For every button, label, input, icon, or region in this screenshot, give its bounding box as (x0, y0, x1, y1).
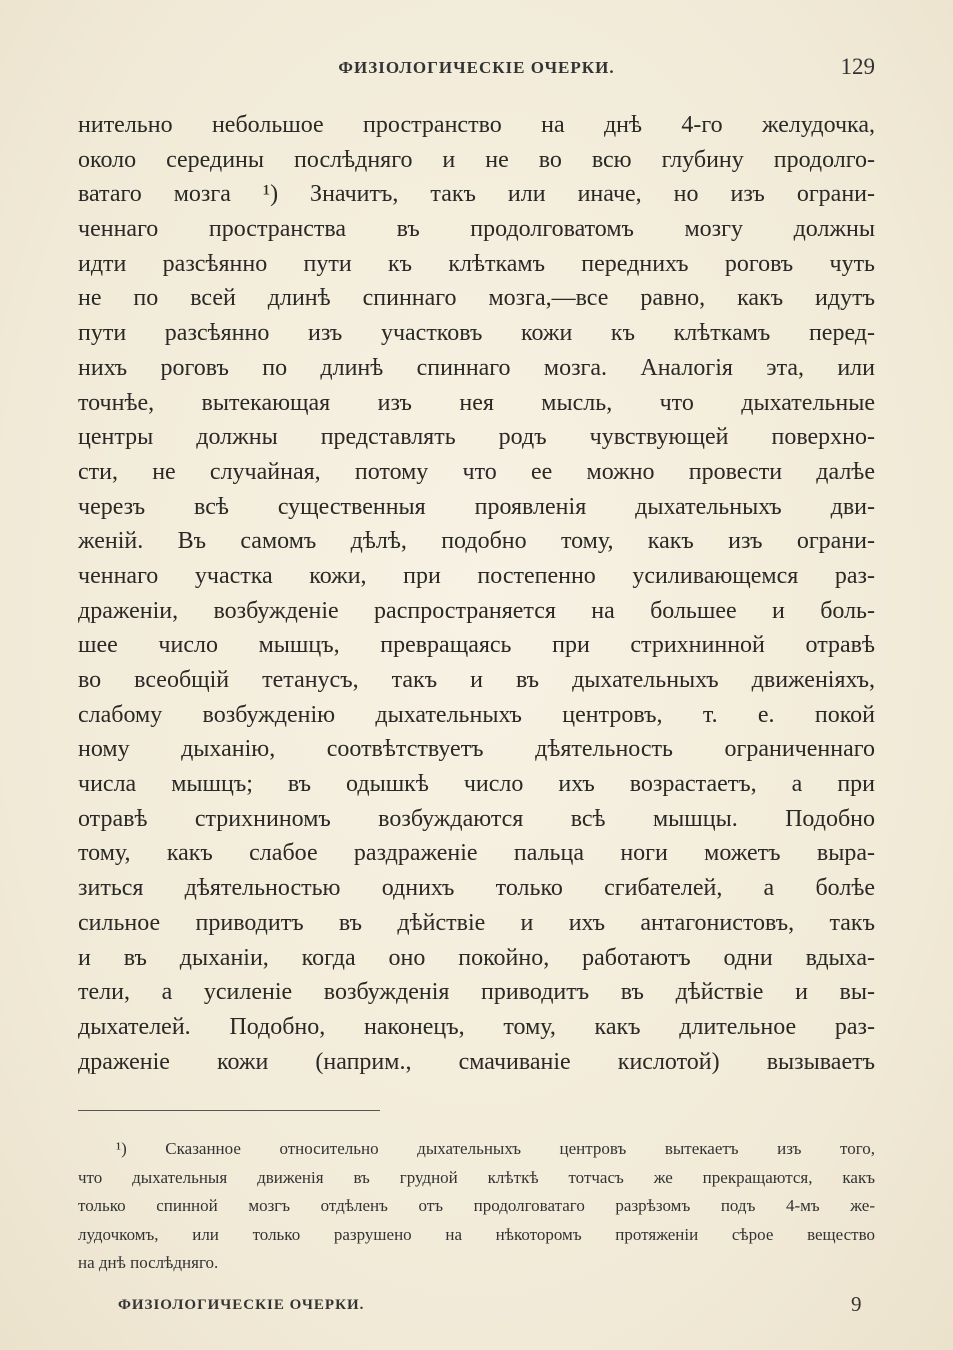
page-number: 129 (840, 54, 875, 79)
text-line: нительно небольшое пространство на днѣ 4-го желудочка, (78, 112, 875, 138)
text-line: сти, не случайная, потому что ее можно провести далѣе (78, 458, 875, 485)
text-line: женій. Въ самомъ дѣлѣ, подобно тому, какъ изъ ограни- (78, 528, 875, 555)
text-line: отравѣ стрихниномъ возбуждаются всѣ мышцы. Подобно (78, 805, 875, 832)
footnote-line: лудочкомъ, или только разрушено на нѣкоторомъ протяженіи сѣрое вещество (78, 1224, 875, 1244)
text-line: идти разсѣянно пути къ клѣткамъ переднихъ роговъ чуть (78, 250, 875, 277)
text-line: пути разсѣянно изъ участковъ кожи къ клѣткамъ перед- (78, 320, 875, 347)
text-line: центры должны представлять родъ чувствующей поверхно- (78, 424, 875, 451)
text-line: около середины послѣдняго и не во всю глубину продолго- (78, 146, 875, 173)
text-line: драженіи, возбужденіе распространяется на большее и боль- (78, 597, 875, 624)
footnote-divider (78, 1110, 380, 1111)
text-line: дыхателей. Подобно, наконецъ, тому, какъ длительное раз- (78, 1013, 875, 1040)
footnote-line: только спинной мозгъ отдѣленъ отъ продолговатаго разрѣзомъ подъ 4-мъ же- (78, 1196, 875, 1216)
text-line: ному дыханію, соотвѣтствуетъ дѣятельность ограниченнаго (78, 736, 875, 763)
printer-signature: ФИЗІОЛОГИЧЕСКІЕ ОЧЕРКИ. (118, 1297, 365, 1313)
text-line: слабому возбужденію дыхательныхъ центровъ, т. е. покой (78, 701, 875, 728)
text-line: зиться дѣятельностью однихъ только сгибателей, а болѣе (78, 875, 875, 902)
text-line: во всеобщій тетанусъ, такъ и въ дыхательныхъ движеніяхъ, (78, 667, 875, 693)
text-line: драженіе кожи (наприм., смачиваніе кислотой) вызываетъ (78, 1048, 875, 1075)
text-line: ватаго мозга ¹) Значитъ, такъ или иначе, но изъ ограни- (78, 181, 875, 208)
text-line: шее число мышцъ, превращаясь при стрихнинной отравѣ (78, 632, 875, 659)
footnote-line: что дыхательныя движенія въ грудной клѣткѣ тотчасъ же прекращаются, какъ (78, 1167, 875, 1187)
text-line: черезъ всѣ существенныя проявленія дыхательныхъ дви- (78, 493, 875, 520)
page-header (78, 54, 875, 84)
text-line: точнѣе, вытекающая изъ нея мысль, что дыхательные (78, 389, 875, 416)
footnote-line: на днѣ послѣдняго. (78, 1253, 219, 1273)
text-line: тому, какъ слабое раздраженіе пальца ноги можетъ выра- (78, 840, 875, 867)
text-line: числа мышцъ; въ одышкѣ число ихъ возрастаетъ, а при (78, 771, 875, 798)
text-line: и въ дыханіи, когда оно покойно, работаютъ одни вдыха- (78, 944, 875, 971)
footnote-line: ¹) Сказанное относительно дыхательныхъ центровъ вытекаетъ изъ того, (116, 1139, 875, 1158)
text-line: нихъ роговъ по длинѣ спиннаго мозга. Аналогія эта, или (78, 354, 875, 381)
text-line: не по всей длинѣ спиннаго мозга,—все равно, какъ идутъ (78, 285, 875, 312)
text-line: тели, а усиленіе возбужденія приводитъ въ дѣйствіе и вы- (78, 979, 875, 1006)
main-text (78, 108, 875, 1079)
running-title: ФИЗІОЛОГИЧЕСКІЕ ОЧЕРКИ. (338, 58, 615, 77)
text-line: ченнаго пространства въ продолговатомъ мозгу должны (78, 216, 875, 243)
text-line: ченнаго участка кожи, при постепенно усиливающемся раз- (78, 562, 875, 589)
sheet-number: 9 (851, 1292, 862, 1316)
footnote (78, 1135, 875, 1278)
text-line: сильное приводитъ въ дѣйствіе и ихъ антагонистовъ, такъ (78, 909, 875, 936)
